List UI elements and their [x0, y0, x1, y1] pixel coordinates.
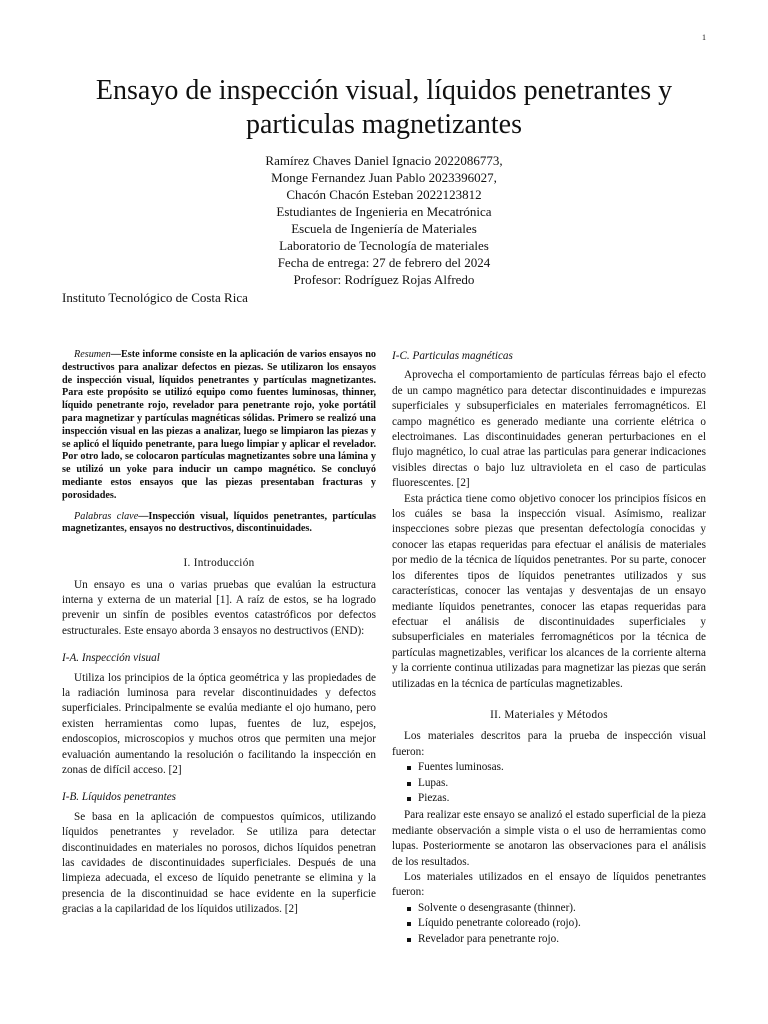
- keywords-lead: Palabras clave: [74, 510, 139, 522]
- affiliation-line: Laboratorio de Tecnología de materiales: [279, 238, 489, 253]
- paragraph: Un ensayo es una o varias pruebas que evalúan la estructura interna y externa de un material [1]. A raíz de estos, se ha logrado prevenir un sinfín de posibles eventos catastróficos por defectos estructurales. Este ensayo aborda 3 ensayos no destructivos (END):: [62, 578, 376, 637]
- list-item: Solvente o desengrasante (thinner).: [418, 901, 706, 916]
- paragraph: Aprovecha el comportamiento de partículas férreas bajo el efecto de un campo magnético para detectar discontinuidades e impurezas superficiales y subsuperficiales en materiales ferromagnéticos. El campo magnético es generado mediante una corriente elétrica o electroimanes. Las discontinuidades generan perturbaciones en el flujo magnético, lo cual atrae las particulas para generar indicaciones visibles directas o bajo luz ultravioleta en el caso de particulas fluorescentes. [2]: [392, 369, 706, 490]
- page-number: 1: [702, 33, 706, 42]
- abstract-lead: Resumen: [74, 349, 111, 360]
- abstract-text: —Este informe consiste en la aplicación de varios ensayos no destructivos para analizar defectos en piezas. Se utilizaron los ensayos de inspección visual, líquidos penetrantes y partículas magnetizantes. Para este propósito se utilizó equipo como fuentes luminosas, thinner, líquido penetrante rojo, revelador para penetrante rojo, yoke portátil para magnetizar y partículas magnéticas sólidas. Primero se realizó una inspección visual en las piezas a analizar, luego se limpiaron las piezas y se aplicó el líquido penetrante, para luego limpiar y aplicar el revelador. Por otro lado, se colocaron partículas magnetizantes sobre una lámina y se utilizó un yoke para inducir un campo magnético. Se concluyó mediante estos ensayos que las piezas presentaban fracturas y porosidades.: [62, 349, 376, 501]
- right-column: [392, 349, 706, 949]
- paragraph: Esta práctica tiene como objetivo conocer los principios físicos en los cuáles se basa la inspección visual. Asímismo, realizar inspecciones sobre piezas que presentan defectología conocidas y conocer las etapas requeridas para efectuar el análisis de materiales por medio de la técnica de líquidos penetrantes. Por su parte, conocer los diferentes tipos de líquidos penetrantes utilizados y sus características, conocer las ventajas y desventajas de un ensayo mediante líquidos penetrantes, conocer las etapas requeridas para efectuar el análisis de discontinuidades superficiales y subsuperficiales en materiales ferromagnéticos por la técnica de partículas magnetizables, verificar los alcances de la corriente alterna y la corriente continua utilizadas para magnetizar las piezas que serán utilizadas en la técnica de partículas magnetizables.: [392, 492, 706, 690]
- institution: Instituto Tecnológico de Costa Rica: [62, 290, 248, 305]
- list-item: Líquido penetrante coloreado (rojo).: [418, 916, 706, 931]
- paragraph: Utiliza los principios de la óptica geométrica y las propiedades de la radiación luminosa para revelar discontinuidades y defectos superficiales. Principalmente se evalúa mediante el ojo humano, pero existen herramientas como lupas, fuentes de luz, espejos, endoscopios, microscopios y muchos otros que permiten una mejor evaluación aumentando la resolución o facilitando la inspección en zonas de difícil acceso. [2]: [62, 671, 376, 777]
- keywords-text: —Inspección visual, líquidos penetrantes, partículas magnetizantes, ensayos no destructivos, discontinuidades.: [62, 510, 376, 535]
- abstract: [62, 349, 376, 503]
- subsection-heading-visual: I-A. Inspección visual: [62, 652, 160, 665]
- list-item: Revelador para penetrante rojo.: [418, 932, 706, 947]
- paragraph: Se basa en la aplicación de compuestos químicos, utilizando líquidos penetrantes y revelador. Se utiliza para detectar discontinuidades en materiales no porosos, dichos líquidos penetran las cavidades de discontinuidades superficiales. Después de una limpieza adecuada, el exceso de líquido penetrante se elimina y la presencia de la discontinuidad se hace evidente en la superficie gracias a la capilaridad de los líquidos utilizados. [2]: [62, 810, 376, 916]
- keywords: [62, 511, 376, 537]
- section-heading-introduction: I. Introducción: [183, 557, 255, 570]
- subsection-heading-magnetic: I-C. Particulas magnéticas: [392, 350, 513, 362]
- left-column: [62, 349, 376, 918]
- author-line: Chacón Chacón Esteban 2022123812: [286, 187, 482, 202]
- author-block: [184, 152, 584, 288]
- paper-title: Ensayo de inspección visual, líquidos penetrantes y particulas magnetizantes: [95, 75, 673, 140]
- professor-line: Profesor: Rodríguez Rojas Alfredo: [293, 272, 475, 287]
- subsection-heading-penetrants: I-B. Líquidos penetrantes: [62, 791, 177, 804]
- list-item: Lupas.: [418, 776, 706, 791]
- list-item: Fuentes luminosas.: [418, 760, 706, 775]
- paragraph: Los materiales descritos para la prueba de inspección visual fueron:: [392, 730, 706, 758]
- penetrant-materials-list: [392, 901, 706, 947]
- section-heading-methods: II. Materiales y Métodos: [490, 708, 608, 721]
- list-item: Piezas.: [418, 791, 706, 806]
- author-line: Ramírez Chaves Daniel Ignacio 2022086773,: [265, 153, 503, 168]
- author-line: Monge Fernandez Juan Pablo 2023396027,: [271, 170, 497, 185]
- visual-materials-list: [392, 760, 706, 806]
- affiliation-line: Escuela de Ingeniería de Materiales: [291, 221, 477, 236]
- paragraph: Para realizar este ensayo se analizó el estado superficial de la pieza mediante observación a simple vista o el uso de herramientas como lupas. Posteriormente se anotaron las observaciones para el análisis de los resultados.: [392, 809, 706, 868]
- submission-date: Fecha de entrega: 27 de febrero del 2024: [277, 255, 491, 270]
- affiliation-line: Estudiantes de Ingenieria en Mecatrónica: [276, 204, 492, 219]
- paragraph: Los materiales utilizados en el ensayo de líquidos penetrantes fueron:: [392, 871, 706, 899]
